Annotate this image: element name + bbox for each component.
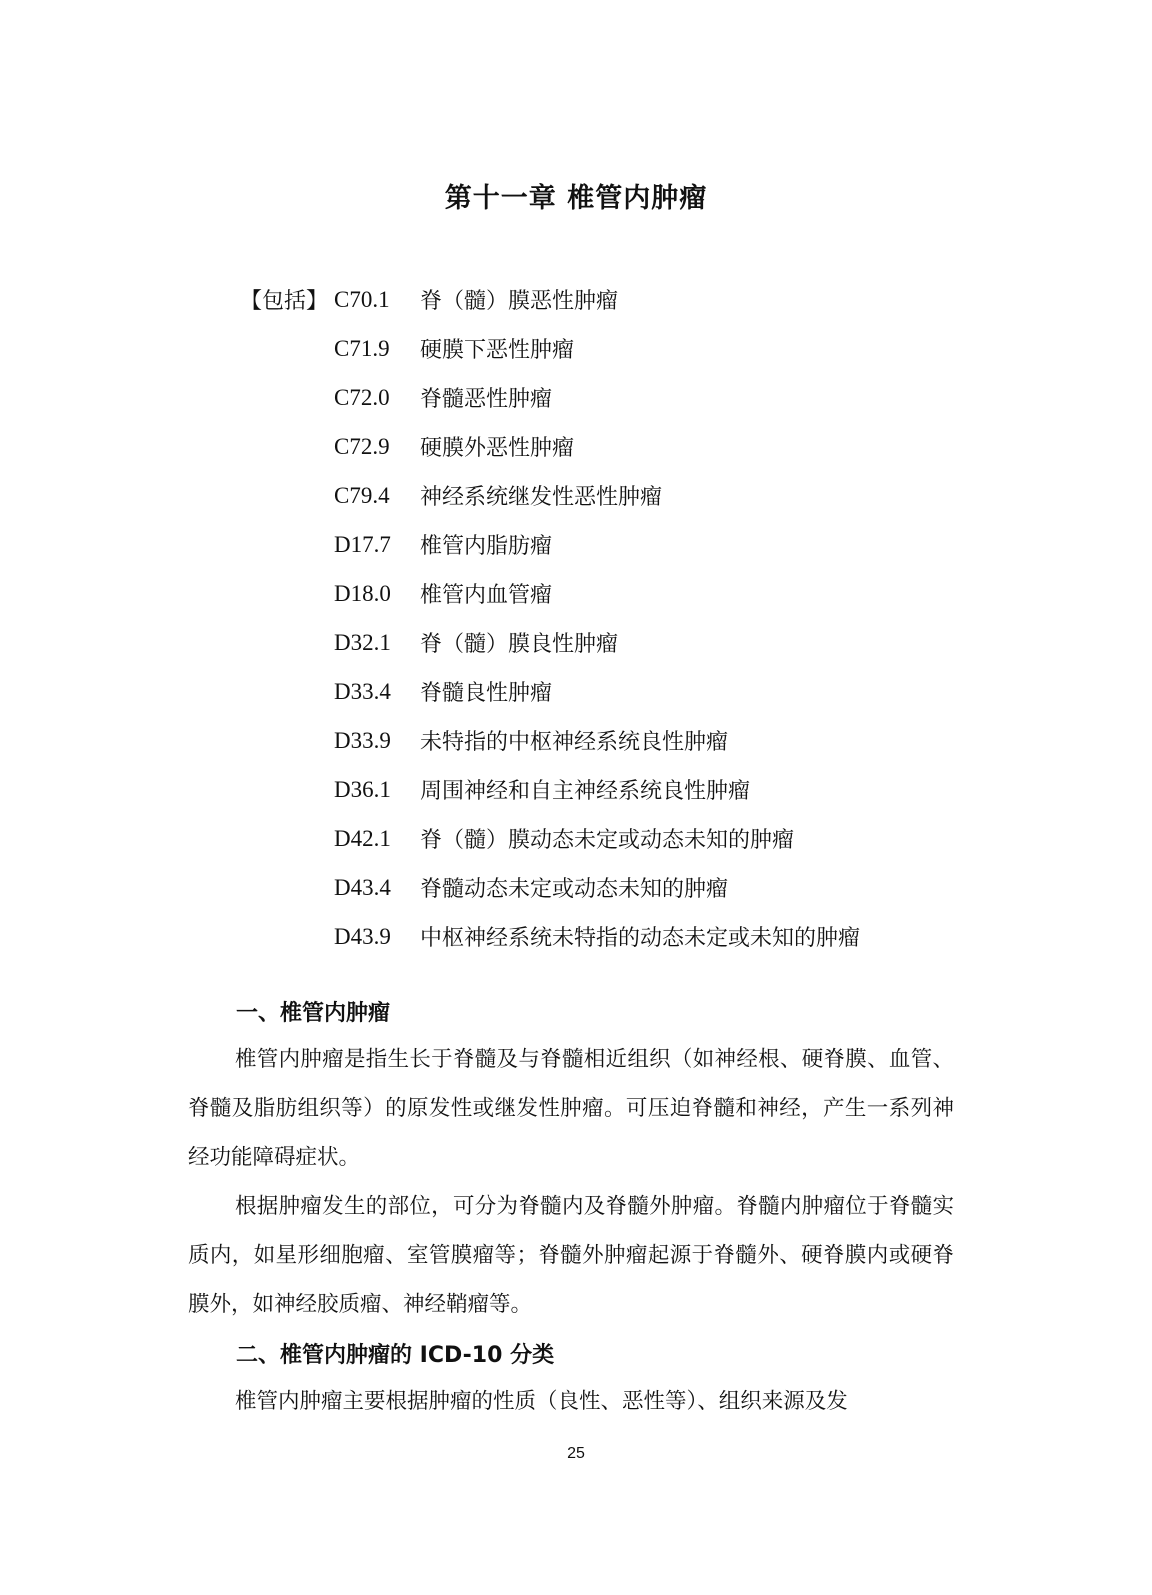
icd-code: C71.9 (334, 335, 390, 361)
icd-name: 脊（髓）膜动态未定或动态未知的肿瘤 (420, 828, 795, 853)
icd-name: 周围神经和自主神经系统良性肿瘤 (420, 779, 751, 804)
include-row (240, 863, 1000, 912)
include-row (240, 520, 1000, 569)
include-row (240, 716, 1000, 765)
icd-name: 脊髓良性肿瘤 (420, 681, 553, 706)
icd-code: D33.9 (334, 727, 391, 753)
icd-code: C72.9 (334, 433, 390, 459)
icd-code: C70.1 (334, 286, 390, 312)
include-prefix: 【包括】 (240, 289, 329, 314)
include-row (240, 814, 1000, 863)
include-row (240, 471, 1000, 520)
paragraph: 椎管内肿瘤是指生长于脊髓及与脊髓相近组织（如神经根、硬脊膜、血管、脊髓及脂肪组织等）的原发性或继发性肿瘤。可压迫脊髓和神经，产生一系列神经功能障碍症状。 (188, 1047, 954, 1170)
icd-code: D42.1 (334, 825, 391, 851)
icd-code: D32.1 (334, 629, 391, 655)
icd-name: 脊髓恶性肿瘤 (420, 387, 553, 412)
include-row (240, 912, 1000, 961)
include-row (240, 667, 1000, 716)
icd-code: D33.4 (334, 678, 391, 704)
icd-code: C79.4 (334, 482, 390, 508)
icd-code: D43.9 (334, 923, 391, 949)
icd-code: D18.0 (334, 580, 391, 606)
icd-name: 硬膜下恶性肿瘤 (420, 338, 575, 363)
icd-code: D17.7 (334, 531, 391, 557)
include-list (240, 275, 1000, 961)
section-heading: 一、椎管内肿瘤 (236, 1001, 391, 1026)
icd-name: 椎管内脂肪瘤 (420, 534, 553, 559)
include-row (240, 324, 1000, 373)
icd-name: 脊（髓）膜良性肿瘤 (420, 632, 619, 657)
include-row (240, 422, 1000, 471)
include-row (240, 618, 1000, 667)
icd-name: 中枢神经系统未特指的动态未定或未知的肿瘤 (420, 926, 861, 951)
include-row (240, 275, 1000, 324)
chapter-title: 第十一章 椎管内肿瘤 (444, 183, 708, 214)
icd-code: D43.4 (334, 874, 391, 900)
paragraph: 根据肿瘤发生的部位，可分为脊髓内及脊髓外肿瘤。脊髓内肿瘤位于脊髓实质内，如星形细胞瘤、室管膜瘤等；脊髓外肿瘤起源于脊髓外、硬脊膜内或硬脊膜外，如神经胶质瘤、神经鞘瘤等。 (188, 1194, 954, 1317)
icd-code: D36.1 (334, 776, 391, 802)
icd-name: 椎管内血管瘤 (420, 583, 553, 608)
section-heading: 二、椎管内肿瘤的 ICD-10 分类 (236, 1343, 555, 1368)
include-row (240, 373, 1000, 422)
icd-name: 硬膜外恶性肿瘤 (420, 436, 575, 461)
icd-name: 脊髓动态未定或动态未知的肿瘤 (420, 877, 729, 902)
page-number: 25 (567, 1445, 585, 1462)
icd-name: 神经系统继发性恶性肿瘤 (420, 485, 663, 510)
paragraph: 椎管内肿瘤主要根据肿瘤的性质（良性、恶性等）、组织来源及发 (235, 1389, 848, 1414)
include-row (240, 569, 1000, 618)
icd-name: 脊（髓）膜恶性肿瘤 (420, 289, 619, 314)
icd-code: C72.0 (334, 384, 390, 410)
icd-name: 未特指的中枢神经系统良性肿瘤 (420, 730, 729, 755)
include-row (240, 765, 1000, 814)
